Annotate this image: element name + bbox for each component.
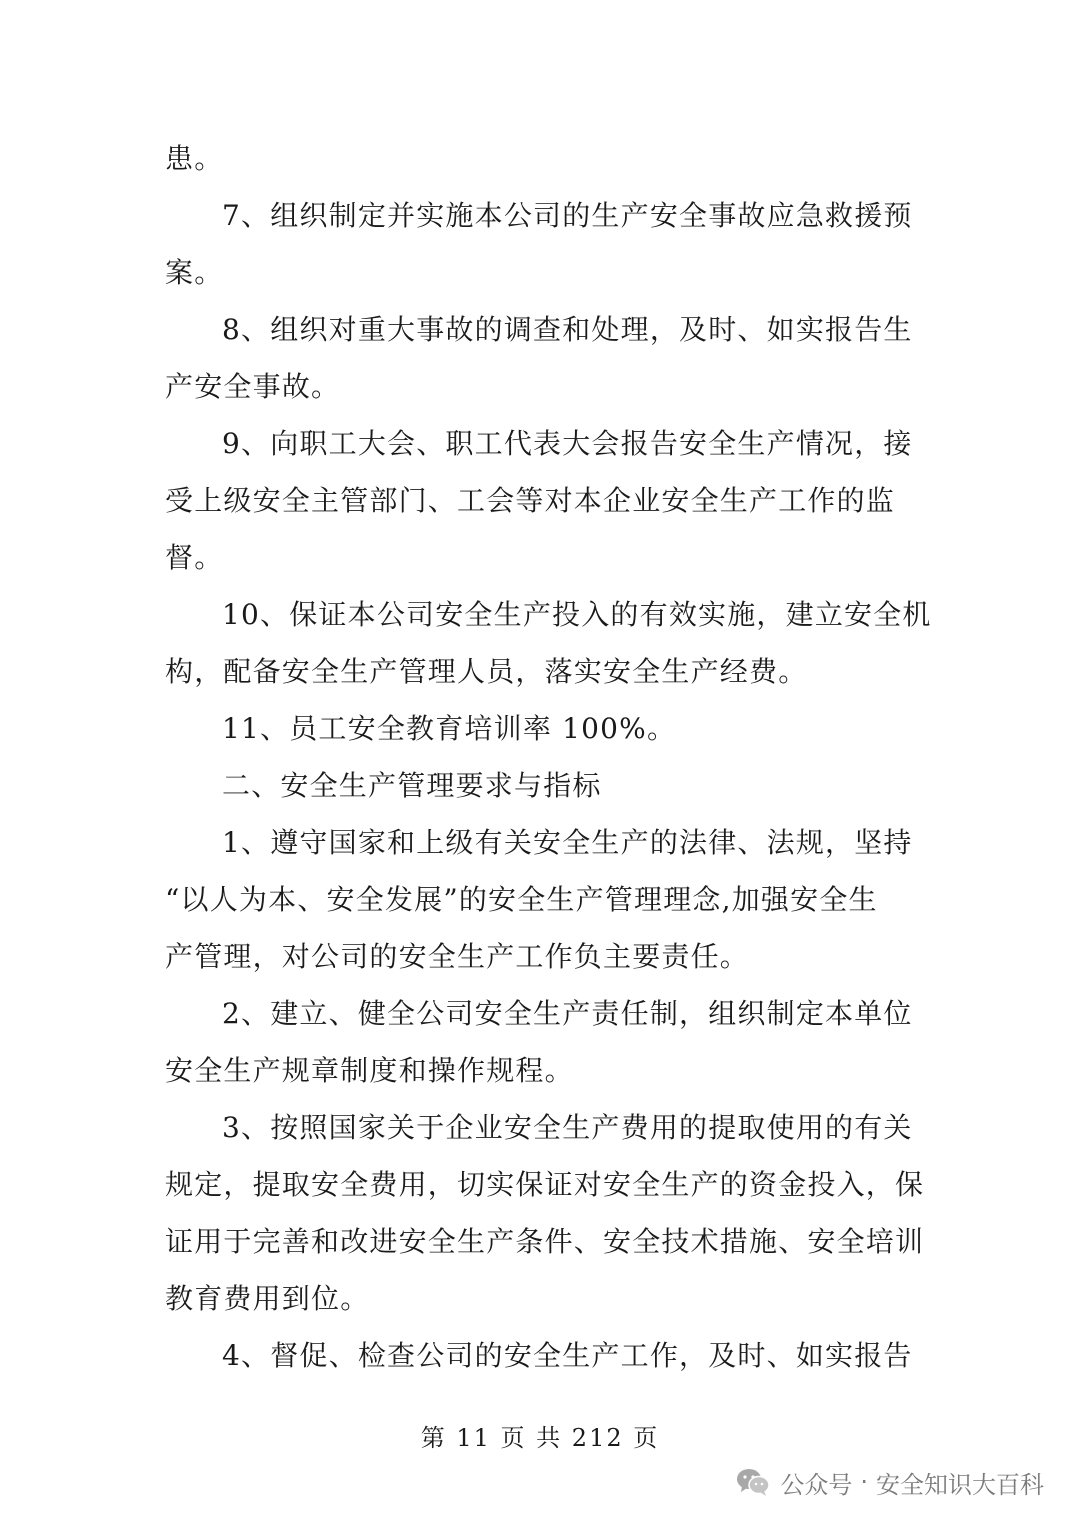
text-line: 督。	[165, 541, 224, 574]
text-line: 产管理，对公司的安全生产工作负主要责任。	[165, 940, 750, 973]
watermark-prefix: 公众号	[780, 1470, 853, 1499]
text-line: 受上级安全主管部门、工会等对本企业安全生产工作的监	[165, 484, 896, 517]
wechat-icon	[736, 1467, 770, 1497]
text-line: 二、安全生产管理要求与指标	[222, 769, 602, 802]
text-line: “以人为本、安全发展”的安全生产管理理念,加强安全生	[165, 883, 878, 916]
text-line: 3、按照国家关于企业安全生产费用的提取使用的有关	[222, 1111, 913, 1144]
text-line: 患。	[165, 142, 224, 175]
document-body	[165, 130, 932, 1384]
watermark-separator: ·	[860, 1468, 868, 1496]
text-line: 产安全事故。	[165, 370, 341, 403]
watermark-account-name: 安全知识大百科	[876, 1470, 1044, 1499]
text-line: 规定，提取安全费用，切实保证对安全生产的资金投入，保	[165, 1168, 925, 1201]
text-line: 证用于完善和改进安全生产条件、安全技术措施、安全培训	[165, 1225, 925, 1258]
text-line: 4、督促、检查公司的安全生产工作，及时、如实报告	[222, 1339, 913, 1372]
text-line: 10、保证本公司安全生产投入的有效实施，建立安全机	[222, 598, 932, 631]
text-line: 7、组织制定并实施本公司的生产安全事故应急救援预	[222, 199, 913, 232]
text-line: 教育费用到位。	[165, 1282, 370, 1315]
page-number: 第 11 页 共 212 页	[420, 1424, 660, 1452]
text-line: 1、遵守国家和上级有关安全生产的法律、法规，坚持	[222, 826, 913, 859]
text-line: 8、组织对重大事故的调查和处理，及时、如实报告生	[222, 313, 913, 346]
text-line: 2、建立、健全公司安全生产责任制，组织制定本单位	[222, 997, 913, 1030]
text-line: 构，配备安全生产管理人员，落实安全生产经费。	[165, 655, 808, 688]
wechat-watermark	[736, 1462, 1044, 1502]
text-line: 11、员工安全教育培训率 100%。	[222, 712, 677, 745]
text-line: 9、向职工大会、职工代表大会报告安全生产情况，接	[222, 427, 913, 460]
text-line: 安全生产规章制度和操作规程。	[165, 1054, 574, 1087]
text-line: 案。	[165, 256, 224, 289]
